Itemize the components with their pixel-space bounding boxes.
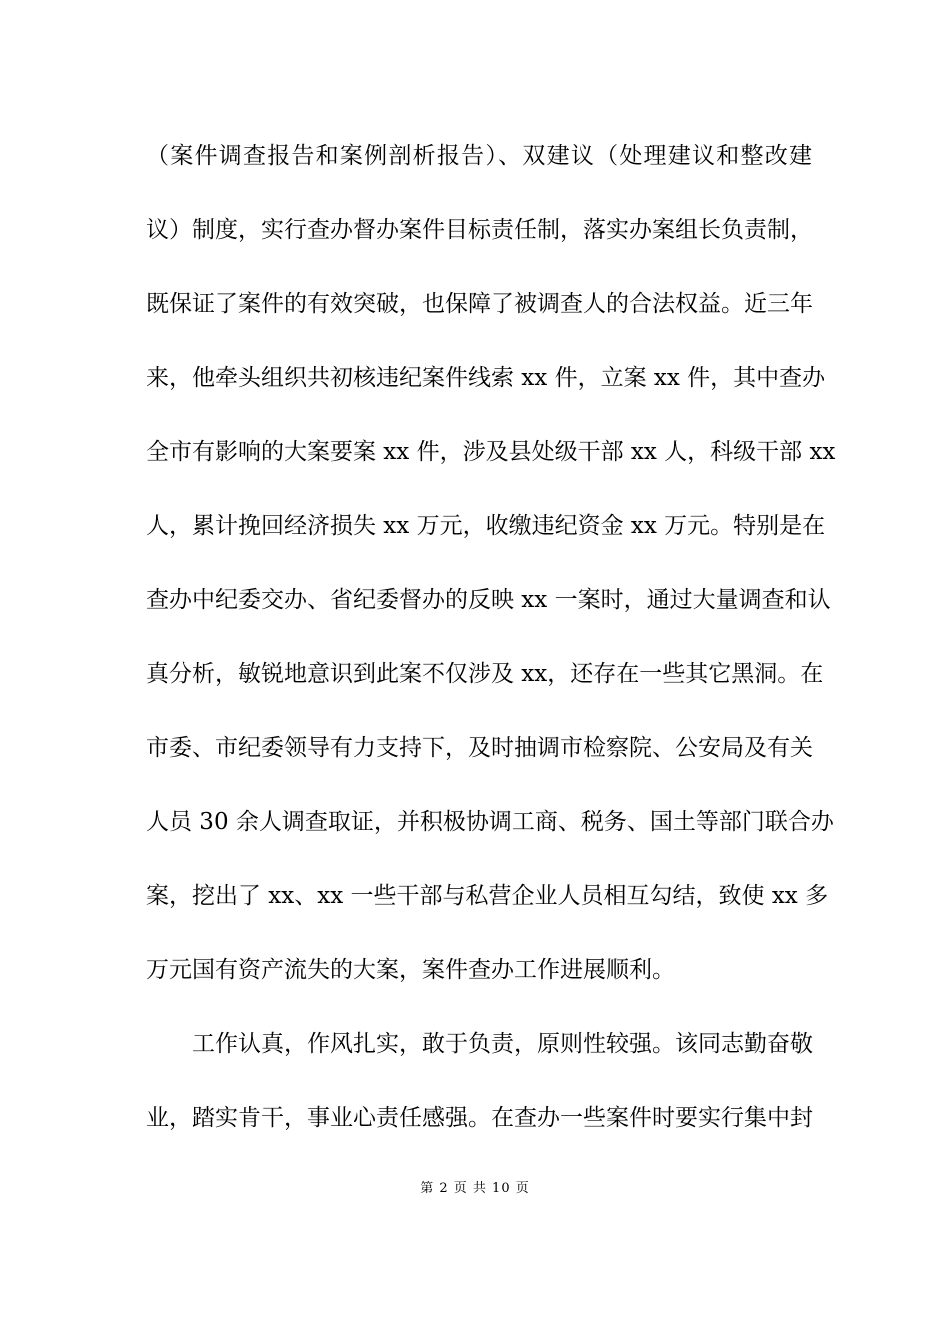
paragraph-1-line-2: 议）制度，实行查办督办案件目标责任制，落实办案组长负责制，	[146, 217, 813, 243]
paragraph-1-line-7: 查办中纪委交办、省纪委督办的反映 xx 一案时，通过大量调查和认	[146, 587, 831, 613]
paragraph-1-line-10: 人员 30 余人调查取证，并积极协调工商、税务、国土等部门联合办	[146, 809, 834, 835]
paragraph-1-line-3: 既保证了案件的有效突破，也保障了被调查人的合法权益。近三年	[146, 291, 813, 317]
page-number-footer: 第 2 页 共 10 页	[420, 1181, 530, 1196]
paragraph-1-line-6: 人，累计挽回经济损失 xx 万元，收缴违纪资金 xx 万元。特别是在	[146, 513, 826, 539]
paragraph-1-line-1: （案件调查报告和案例剖析报告）、双建议（处理建议和整改建	[146, 143, 812, 169]
paragraph-1-line-4: 来，他牵头组织共初核违纪案件线索 xx 件，立案 xx 件，其中查办	[146, 365, 826, 391]
paragraph-1-line-8: 真分析，敏锐地意识到此案不仅涉及 xx，还存在一些其它黑洞。在	[146, 661, 824, 687]
paragraph-2-line-1: 工作认真，作风扎实，敢于负责，原则性较强。该同志勤奋敬	[192, 1031, 813, 1057]
paragraph-1-line-12: 万元国有资产流失的大案，案件查办工作进展顺利。	[146, 957, 675, 983]
paragraph-2-line-2: 业，踏实肯干，事业心责任感强。在查办一些案件时要实行集中封	[146, 1105, 813, 1131]
paragraph-1-line-11: 案，挖出了 xx、xx 一些干部与私营企业人员相互勾结，致使 xx 多	[146, 883, 829, 909]
paragraph-1-line-9: 市委、市纪委领导有力支持下，及时抽调市检察院、公安局及有关	[146, 735, 813, 761]
paragraph-1-line-5: 全市有影响的大案要案 xx 件，涉及县处级干部 xx 人，科级干部 xx	[146, 439, 836, 465]
